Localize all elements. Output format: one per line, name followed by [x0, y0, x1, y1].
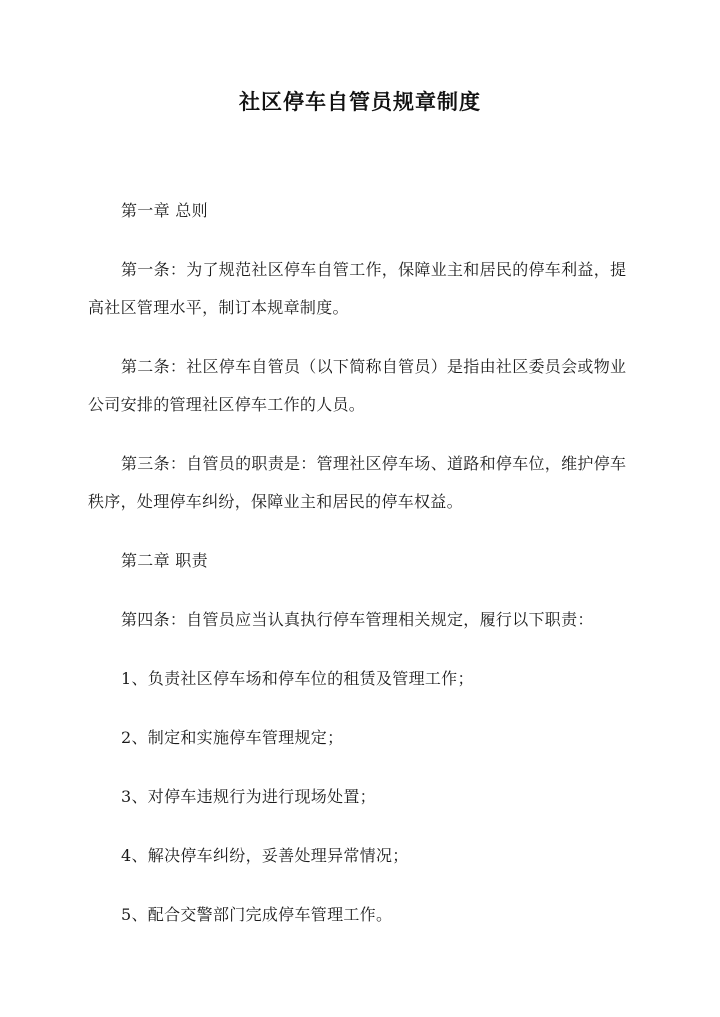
article-paragraph: 第二条：社区停车自管员（以下简称自管员）是指由社区委员会或物业公司安排的管理社区停车工作的人员。	[88, 357, 627, 414]
chapter-heading: 第二章 职责	[121, 551, 208, 570]
list-item: 4、解决停车纠纷，妥善处理异常情况；	[121, 846, 409, 865]
document-body	[88, 192, 636, 955]
list-item: 5、配合交警部门完成停车管理工作。	[121, 905, 393, 924]
list-item: 1、负责社区停车场和停车位的租赁及管理工作；	[121, 669, 474, 688]
article-paragraph: 第一条：为了规范社区停车自管工作，保障业主和居民的停车利益，提高社区管理水平，制订本规章制度。	[88, 260, 627, 317]
list-item: 2、制定和实施停车管理规定；	[121, 728, 344, 747]
article-paragraph: 第三条：自管员的职责是：管理社区停车场、道路和停车位，维护停车秩序，处理停车纠纷，保障业主和居民的停车权益。	[88, 454, 627, 511]
chapter-heading: 第一章 总则	[121, 201, 208, 220]
list-item: 3、对停车违规行为进行现场处置；	[121, 787, 376, 806]
article-paragraph: 第四条：自管员应当认真执行停车管理相关规定，履行以下职责：	[121, 610, 594, 629]
document-title: 社区停车自管员规章制度	[239, 89, 481, 114]
